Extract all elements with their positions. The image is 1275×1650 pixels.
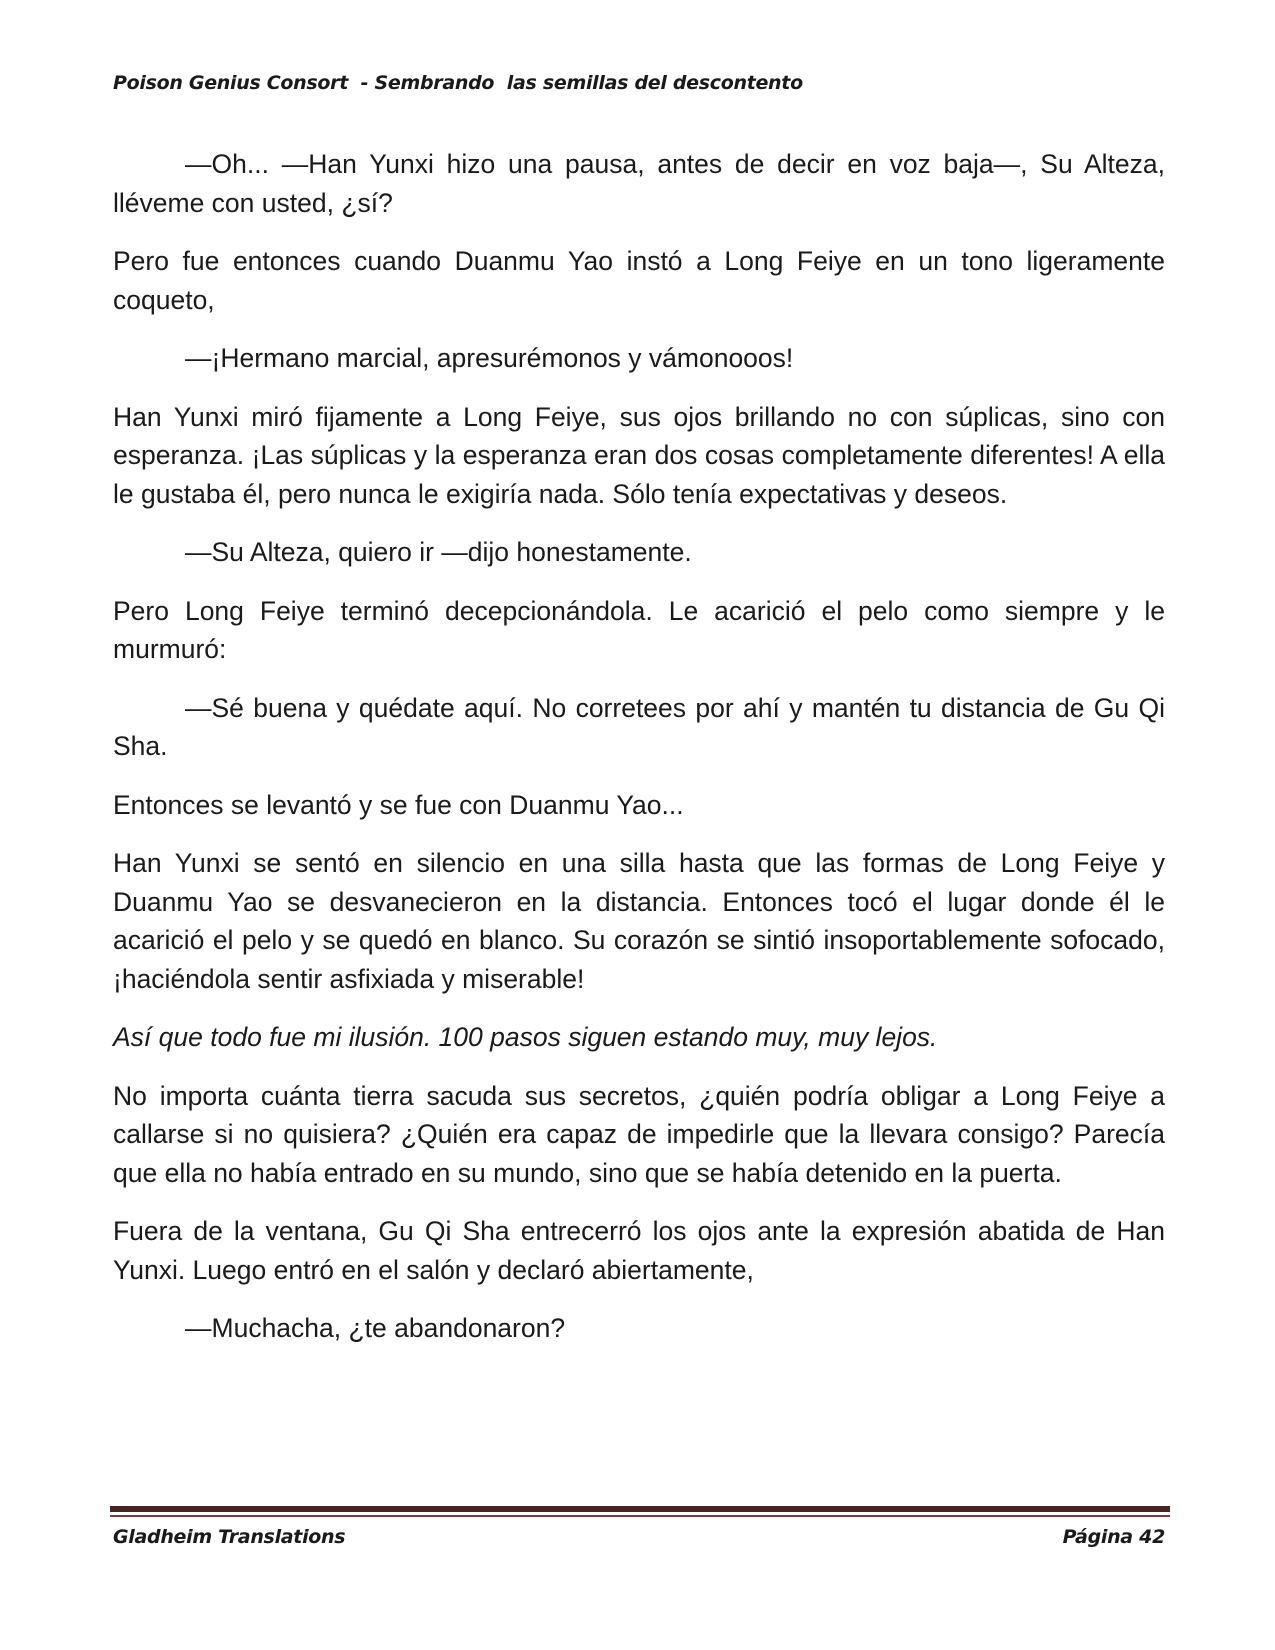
footer-divider-thick [110,1506,1170,1512]
paragraph: —¡Hermano marcial, apresurémonos y vámonooos! [185,343,794,373]
paragraph: Pero fue entonces cuando Duanmu Yao instó a Long Feiye en un tono ligeramente coqueto, [113,246,1165,315]
paragraph: —Sé buena y quédate aquí. No corretees por ahí y mantén tu distancia de Gu Qi Sha. [113,692,1165,761]
paragraph-italic-thought: Así que todo fue mi ilusión. 100 pasos siguen estando muy, muy lejos. [113,1022,938,1052]
footer-translator-name: Gladheim Translations [113,1526,346,1548]
paragraph: Han Yunxi miró fijamente a Long Feiye, sus ojos brillando no con súplicas, sino con esperanza. ¡Las súplicas y la esperanza eran dos cosas completamente diferentes! A ella le gustaba él, pero nunca le exigiría nada. Sólo tenía expectativas y deseos. [113,401,1165,509]
paragraph: Han Yunxi se sentó en silencio en una silla hasta que las formas de Long Feiye y Duanmu Yao se desvanecieron en la distancia. Entonces tocó el lugar donde él le acarició el pelo y se quedó en blanco. Su corazón se sintió insoportablemente sofocado, ¡haciéndola sentir asfixiada y miserable! [113,848,1165,994]
paragraph: Entonces se levantó y se fue con Duanmu Yao... [113,789,684,820]
paragraph: —Oh... —Han Yunxi hizo una pausa, antes de decir en voz baja—, Su Alteza, lléveme con usted, ¿sí? [113,149,1165,218]
page-header-title: Poison Genius Consort - Sembrando las semillas del descontento [113,72,803,94]
paragraph: Pero Long Feiye terminó decepcionándola. Le acarició el pelo como siempre y le murmuró: [113,595,1165,664]
paragraph: Fuera de la ventana, Gu Qi Sha entrecerró los ojos ante la expresión abatida de Han Yunxi. Luego entró en el salón y declaró abiertamente, [113,1216,1165,1285]
footer-page-number: Página 42 [1062,1526,1165,1548]
paragraph: No importa cuánta tierra sacuda sus secretos, ¿quién podría obligar a Long Feiye a callarse si no quisiera? ¿Quién era capaz de impedirle que la llevara consigo? Parecía que ella no había entrado en su mundo, sino que se había detenido en la puerta. [113,1080,1165,1188]
page-body [113,145,1165,1368]
footer-divider-thin [110,1515,1170,1517]
paragraph: —Muchacha, ¿te abandonaron? [185,1313,566,1343]
paragraph: —Su Alteza, quiero ir —dijo honestamente. [185,537,692,567]
